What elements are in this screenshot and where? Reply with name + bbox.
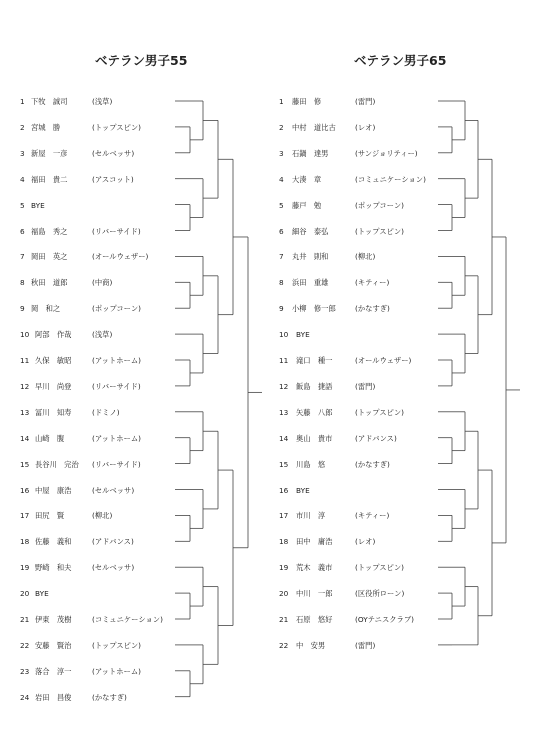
entry-player-name: 浜田 重雄 — [292, 278, 329, 288]
entry-number: 21 — [20, 615, 30, 624]
entry-player-name: BYE — [35, 589, 49, 599]
entry-player-name: 野崎 和夫 — [35, 563, 72, 573]
entry-club: (トップスピン) — [355, 226, 404, 236]
entry-number: 18 — [279, 537, 289, 547]
entry-number: 3 — [20, 148, 25, 158]
entry-club: (リバーサイド) — [92, 381, 141, 391]
entry-player-name: 阿部 作哉 — [35, 330, 72, 340]
entry-player-name: 早川 尚登 — [35, 381, 72, 391]
entry-player-name: 細谷 泰弘 — [292, 226, 329, 236]
entry-club: (アットホーム) — [92, 666, 141, 676]
entry-club: (雷門) — [355, 640, 376, 650]
entry-club: (コミュニケーション) — [92, 615, 163, 624]
entry-player-name: 岡 和之 — [31, 304, 61, 314]
entry-player-name: 山崎 腹 — [35, 433, 65, 443]
entry-player-name: 福島 秀之 — [31, 226, 68, 236]
entry-player-name: 小柳 修一郎 — [292, 304, 336, 314]
entry-number: 9 — [20, 304, 25, 314]
entry-player-name: 冨川 知寿 — [35, 407, 72, 417]
entry-number: 2 — [20, 122, 25, 132]
entry-player-name: 藤戸 勉 — [292, 200, 322, 210]
entry-number: 11 — [20, 356, 30, 365]
bracket-title-veteran-65: ベテラン男子65 — [354, 53, 447, 68]
entry-number: 14 — [20, 433, 30, 443]
entry-player-name: 矢藤 八郎 — [296, 407, 333, 417]
entry-player-name: 宮城 勝 — [31, 122, 61, 132]
entry-number: 12 — [279, 381, 289, 391]
entry-player-name: 下牧 誠司 — [31, 97, 68, 106]
entry-number: 2 — [279, 122, 284, 132]
entry-club: (かなすぎ) — [355, 304, 390, 314]
entry-club: (レオ) — [355, 537, 376, 547]
entry-number: 17 — [20, 511, 30, 521]
entry-number: 13 — [279, 407, 289, 417]
entry-number: 20 — [20, 589, 30, 599]
entry-player-name: 中屋 康浩 — [35, 485, 72, 495]
entry-number: 5 — [279, 200, 284, 210]
entry-player-name: 中 安男 — [296, 640, 326, 650]
entry-club: (トップスピン) — [92, 640, 141, 650]
entry-club: (キティー) — [355, 278, 390, 288]
entry-player-name: 川島 悠 — [296, 459, 326, 469]
entry-number: 18 — [20, 537, 30, 547]
entry-club: (アットホーム) — [92, 433, 141, 443]
entry-number: 10 — [20, 330, 30, 340]
entry-number: 15 — [20, 459, 30, 469]
entry-number: 15 — [279, 459, 289, 469]
entry-club: (雷門) — [355, 97, 376, 106]
entry-player-name: 奥山 貴市 — [296, 433, 333, 443]
entry-player-name: 荒木 義市 — [296, 563, 333, 573]
bracket-title-veteran-55: ベテラン男子55 — [95, 53, 188, 68]
entry-player-name: 佐藤 義和 — [35, 537, 72, 547]
entry-player-name: BYE — [296, 330, 310, 340]
entry-number: 9 — [279, 304, 284, 314]
entry-club: (浅草) — [92, 97, 113, 106]
entry-number: 22 — [279, 640, 289, 650]
entry-number: 6 — [20, 226, 25, 236]
entry-number: 6 — [279, 226, 284, 236]
entry-club: (サンジョリティー) — [355, 148, 418, 158]
entry-player-name: 伊東 茂樹 — [35, 615, 72, 624]
entry-player-name: BYE — [31, 200, 45, 210]
entry-player-name: 新屋 一彦 — [31, 148, 68, 158]
entry-number: 24 — [20, 692, 30, 702]
entry-number: 19 — [279, 563, 289, 573]
entry-club: (浅草) — [92, 330, 113, 340]
entry-number: 4 — [279, 174, 284, 184]
entry-player-name: 長谷川 完治 — [35, 459, 79, 469]
entry-club: (セルベッサ) — [92, 563, 135, 573]
entry-player-name: 大湊 章 — [292, 174, 322, 184]
entry-player-name: 中川 一郎 — [296, 589, 333, 599]
entry-club: (ポップコーン) — [92, 304, 141, 314]
entry-club: (ドミノ) — [92, 407, 120, 417]
entry-number: 8 — [279, 278, 284, 288]
entry-club: (ポップコーン) — [355, 200, 404, 210]
entry-player-name: 丸井 則和 — [292, 252, 329, 262]
entry-club: (OYテニスクラブ) — [355, 615, 414, 624]
entry-player-name: 藤田 修 — [292, 97, 322, 106]
entry-player-name: 落合 淳一 — [35, 666, 72, 676]
entry-number: 21 — [279, 615, 289, 624]
entry-number: 4 — [20, 174, 25, 184]
entry-player-name: 岡田 英之 — [31, 252, 68, 262]
entry-club: (柳北) — [355, 252, 376, 262]
entry-number: 20 — [279, 589, 289, 599]
entry-player-name: 市川 淳 — [296, 511, 326, 521]
entry-club: (セルベッサ) — [92, 148, 135, 158]
entry-number: 23 — [20, 666, 30, 676]
entry-player-name: 秋田 道郎 — [31, 278, 68, 288]
entry-club: (アドバンス) — [92, 537, 134, 547]
entry-club: (アットホーム) — [92, 356, 141, 365]
entry-club: (かなすぎ) — [92, 692, 127, 702]
entry-player-name: 福田 貴二 — [31, 174, 68, 184]
entry-number: 5 — [20, 200, 25, 210]
entry-player-name: 石原 悠好 — [296, 615, 333, 624]
entry-club: (オールウェザー) — [355, 356, 412, 365]
entry-club: (コミュニケーション) — [355, 174, 426, 184]
entry-number: 22 — [20, 640, 30, 650]
entry-player-name: 田中 庸浩 — [296, 537, 333, 547]
entry-number: 7 — [279, 252, 284, 262]
entry-club: (柳北) — [92, 511, 113, 521]
entry-number: 16 — [20, 485, 30, 495]
entry-number: 8 — [20, 278, 25, 288]
entry-club: (キティー) — [355, 511, 390, 521]
entry-number: 13 — [20, 407, 30, 417]
entry-number: 16 — [279, 485, 289, 495]
entry-club: (リバーサイド) — [92, 459, 141, 469]
entry-club: (トップスピン) — [355, 407, 404, 417]
entry-number: 12 — [20, 381, 30, 391]
entry-club: (かなすぎ) — [355, 459, 390, 469]
entry-number: 14 — [279, 433, 289, 443]
entry-number: 11 — [279, 356, 289, 365]
entry-player-name: 田尻 賢 — [35, 511, 65, 521]
entry-player-name: 安藤 賢治 — [35, 640, 72, 650]
entry-club: (区役所ローン) — [355, 589, 405, 599]
entry-player-name: 岩田 昌俊 — [35, 692, 72, 702]
entry-player-name: BYE — [296, 485, 310, 495]
entry-club: (トップスピン) — [355, 563, 404, 573]
entry-number: 3 — [279, 148, 284, 158]
entry-club: (中商) — [92, 278, 113, 288]
entry-club: (オールウェザー) — [92, 252, 149, 262]
entry-player-name: 久保 敏昭 — [35, 356, 72, 365]
entry-club: (レオ) — [355, 122, 376, 132]
entry-club: (リバーサイド) — [92, 226, 141, 236]
entry-number: 19 — [20, 563, 30, 573]
entry-club: (アスコット) — [92, 174, 134, 184]
entry-number: 7 — [20, 252, 25, 262]
entry-player-name: 中村 道比古 — [292, 122, 336, 132]
entry-club: (雷門) — [355, 381, 376, 391]
entry-player-name: 石鍋 達男 — [292, 148, 329, 158]
entry-number: 1 — [20, 97, 25, 106]
entry-number: 10 — [279, 330, 289, 340]
entry-number: 1 — [279, 97, 284, 106]
entry-player-name: 飯島 捷語 — [296, 381, 333, 391]
entry-player-name: 滝口 種一 — [296, 356, 333, 365]
entry-number: 17 — [279, 511, 289, 521]
entry-club: (トップスピン) — [92, 122, 141, 132]
entry-club: (セルベッサ) — [92, 485, 135, 495]
entry-club: (アドバンス) — [355, 433, 397, 443]
